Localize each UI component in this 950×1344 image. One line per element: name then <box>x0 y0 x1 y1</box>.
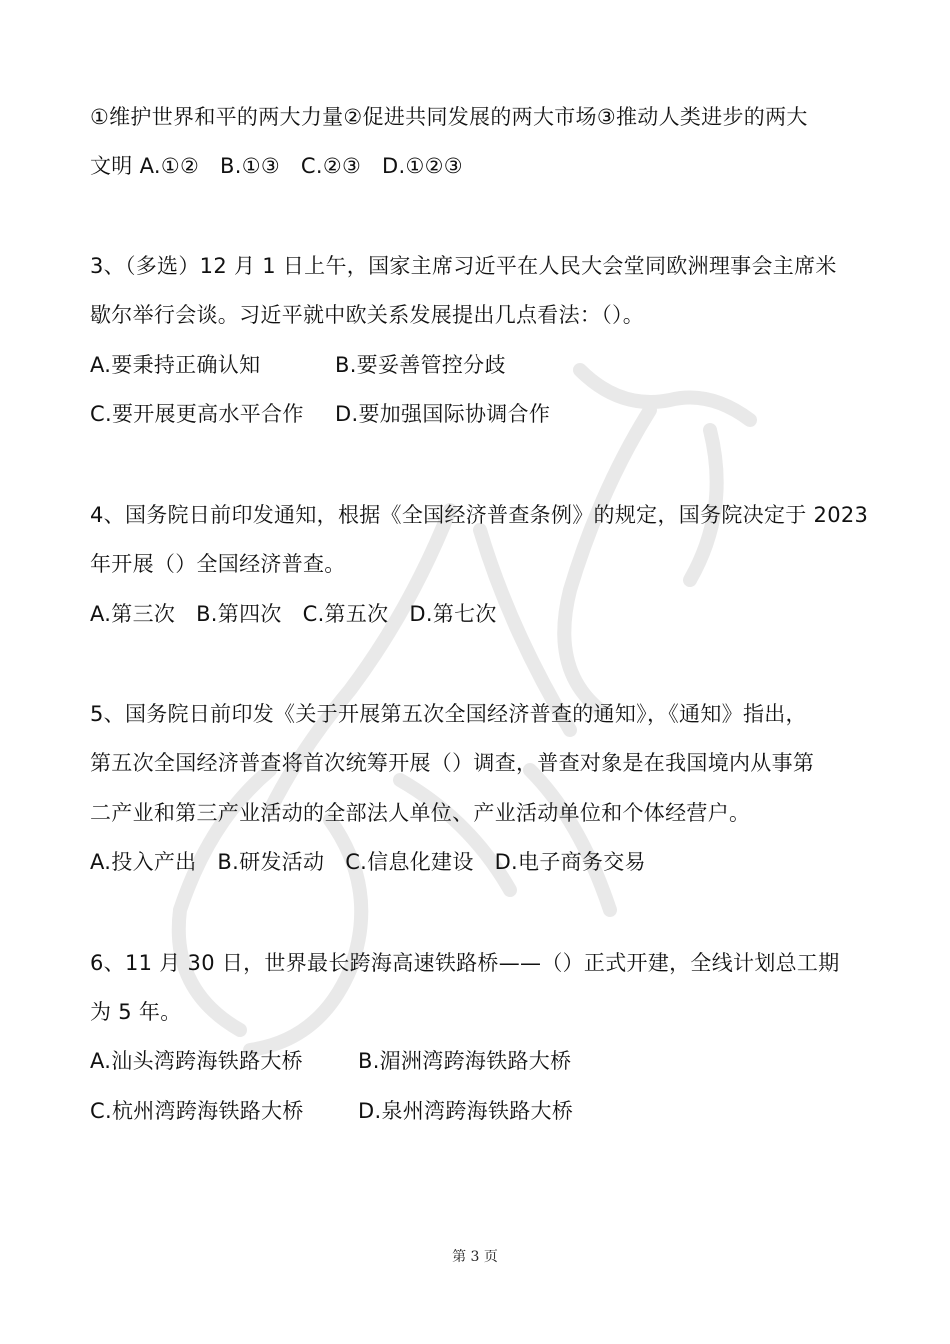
q4-question-line-1: 4、国务院日前印发通知，根据《全国经济普查条例》的规定，国务院决定于 2023 <box>90 503 869 527</box>
q5-options: A.投入产出 B.研发活动 C.信息化建设 D.电子商务交易 <box>90 850 646 874</box>
q3-question-line-1: 3、（多选）12 月 1 日上午，国家主席习近平在人民大会堂同欧洲理事会主席米 <box>90 254 837 278</box>
q6-option-d: D.泉州湾跨海铁路大桥 <box>358 1099 574 1123</box>
q3-option-c: C.要开展更高水平合作 <box>90 402 304 426</box>
q6-question-line-2: 为 5 年。 <box>90 1000 182 1024</box>
q3-question-line-2: 歇尔举行会谈。习近平就中欧关系发展提出几点看法：（）。 <box>90 303 645 327</box>
q3-option-a: A.要秉持正确认知 <box>90 353 261 377</box>
q6-question-line-1: 6、11 月 30 日，世界最长跨海高速铁路桥——（）正式开建，全线计划总工期 <box>90 951 840 975</box>
q6-option-a: A.汕头湾跨海铁路大桥 <box>90 1049 303 1073</box>
q5-question-line-1: 5、国务院日前印发《关于开展第五次全国经济普查的通知》，《通知》指出， <box>90 702 807 726</box>
q6-option-c: C.杭州湾跨海铁路大桥 <box>90 1099 304 1123</box>
page-number: 第 3 页 <box>452 1249 498 1265</box>
q5-question-line-2: 第五次全国经济普查将首次统筹开展（）调查，普查对象是在我国境内从事第 <box>90 751 815 775</box>
q5-question-line-3: 二产业和第三产业活动的全部法人单位、产业活动单位和个体经营户。 <box>90 801 751 825</box>
q3-option-d: D.要加强国际协调合作 <box>335 402 551 426</box>
q3-option-b: B.要妥善管控分歧 <box>335 353 506 377</box>
q2-text-line-1: ①维护世界和平的两大力量②促进共同发展的两大市场③推动人类进步的两大 <box>90 105 808 129</box>
q4-question-line-2: 年开展（）全国经济普查。 <box>90 552 346 576</box>
q4-options: A.第三次 B.第四次 C.第五次 D.第七次 <box>90 602 497 626</box>
q2-text-line-2: 文明 A.①② B.①③ C.②③ D.①②③ <box>90 154 463 178</box>
q6-option-b: B.湄洲湾跨海铁路大桥 <box>358 1049 572 1073</box>
